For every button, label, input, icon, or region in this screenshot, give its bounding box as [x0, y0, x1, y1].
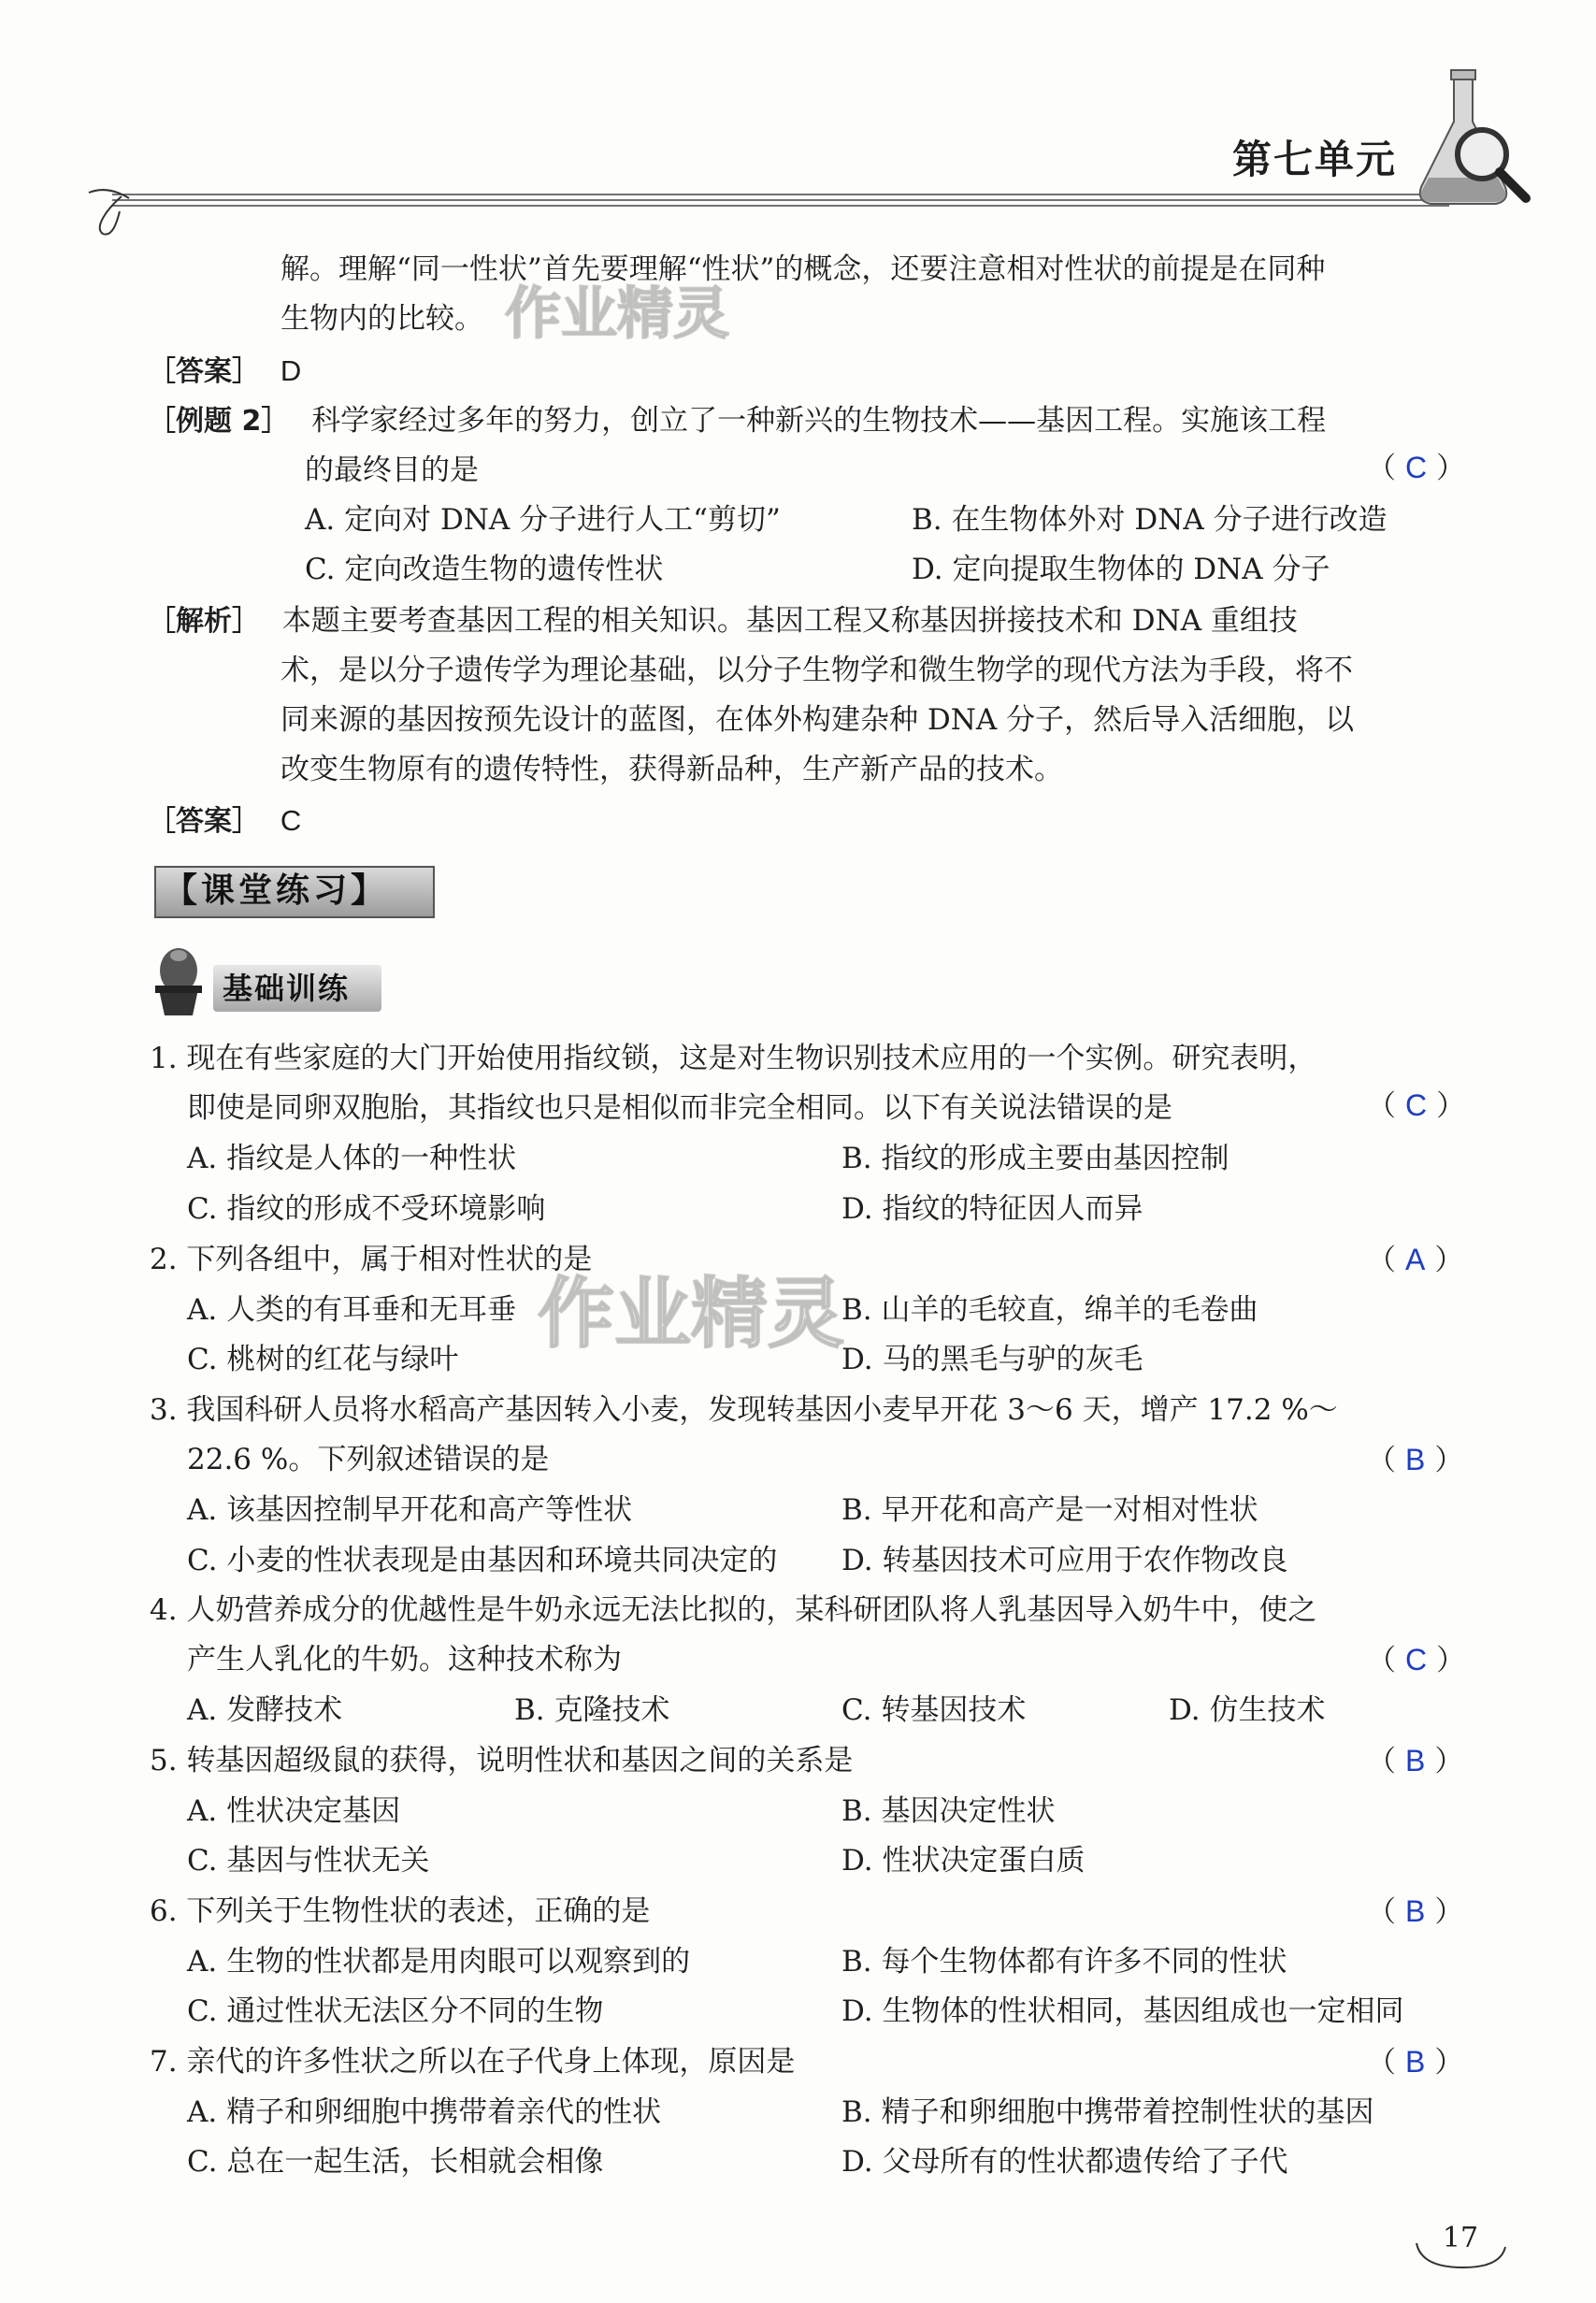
- question-3-option-c: C. 小麦的性状表现是由基因和环境共同决定的: [187, 1544, 778, 1577]
- question-3-answer-bracket: [1367, 1441, 1463, 1479]
- analysis-tag: ［解析］: [148, 605, 260, 638]
- flask-magnifier-icon: [1402, 65, 1533, 215]
- paren-close: ）: [1434, 1244, 1464, 1277]
- example2-answer: C: [1405, 451, 1428, 484]
- paren-open: （: [1367, 1444, 1396, 1477]
- question-1-option-c: C. 指纹的形成不受环境影响: [187, 1192, 546, 1226]
- analysis-line-2: 术，是以分子遗传学为理论基础，以分子生物学和微生物学的现代方法为手段，将不: [280, 654, 1353, 687]
- paren-close: ）: [1436, 1644, 1466, 1677]
- question-4-option-c: C. 转基因技术: [841, 1693, 1027, 1727]
- question-5-option-d: D. 性状决定蛋白质: [841, 1844, 1086, 1878]
- question-7-option-b: B. 精子和卵细胞中携带着控制性状的基因: [841, 2095, 1374, 2129]
- question-4-option-d: D. 仿生技术: [1169, 1693, 1326, 1727]
- example2-answer-row: [148, 802, 301, 841]
- paren-open: （: [1367, 2046, 1396, 2080]
- question-6-answer-bracket: [1367, 1893, 1463, 1931]
- example2-option-a: A. 定向对 DNA 分子进行人工“剪切”: [305, 503, 781, 537]
- paren-close: ）: [1436, 1089, 1466, 1123]
- answer-tag: ［答案］: [148, 355, 260, 388]
- question-6-option-a: A. 生物的性状都是用肉眼可以观察到的: [187, 1945, 691, 1979]
- question-4-answer-bracket: [1367, 1641, 1465, 1679]
- question-5-option-a: A. 性状决定基因: [187, 1794, 401, 1828]
- question-7-answer-bracket: [1367, 2043, 1463, 2081]
- question-5-line-1: 5. 转基因超级鼠的获得，说明性状和基因之间的关系是: [150, 1744, 854, 1778]
- example2-line-1: 科学家经过多年的努力，创立了一种新兴的生物技术——基因工程。实施该工程: [311, 404, 1327, 438]
- question-5-option-b: B. 基因决定性状: [841, 1794, 1056, 1828]
- question-6-option-d: D. 生物体的性状相同，基因组成也一定相同: [841, 1994, 1404, 2028]
- question-2-option-a: A. 人类的有耳垂和无耳垂: [187, 1293, 517, 1327]
- example2-option-c: C. 定向改造生物的遗传性状: [305, 553, 664, 586]
- answer-tag: ［答案］: [148, 805, 260, 838]
- analysis-line-4: 改变生物原有的遗传特性，获得新品种，生产新产品的技术。: [280, 753, 1063, 786]
- question-4-option-a: A. 发酵技术: [187, 1693, 343, 1727]
- example2-option-d: D. 定向提取生物体的 DNA 分子: [912, 553, 1330, 586]
- question-3-option-d: D. 转基因技术可应用于农作物改良: [841, 1544, 1288, 1577]
- paren-open: （: [1367, 1089, 1396, 1123]
- paren-close: ）: [1434, 1745, 1464, 1778]
- paren-close: ）: [1434, 1895, 1464, 1929]
- question-3-line-1: 3. 我国科研人员将水稻高产基因转入小麦，发现转基因小麦早开花 3～6 天，增产 17.2 %～: [150, 1393, 1338, 1427]
- intro-answer: D: [280, 354, 302, 387]
- cactus-icon: [150, 944, 208, 1017]
- paren-open: （: [1367, 1644, 1396, 1677]
- question-2-line-1: 2. 下列各组中，属于相对性状的是: [150, 1243, 593, 1276]
- example2-line-2: 的最终目的是: [305, 453, 479, 487]
- intro-line-1: 解。理解“同一性状”首先要理解“性状”的概念，还要注意相对性状的前提是在同种: [280, 252, 1326, 286]
- question-2-option-b: B. 山羊的毛较直，绵羊的毛卷曲: [841, 1293, 1258, 1327]
- intro-answer-row: [148, 353, 301, 391]
- section-title: 【课堂练习】: [154, 866, 435, 918]
- analysis-line-1: 本题主要考查基因工程的相关知识。基因工程又称基因拼接技术和 DNA 重组技: [281, 604, 1298, 638]
- paren-open: （: [1367, 1745, 1396, 1778]
- question-4-line-1: 4. 人奶营养成分的优越性是牛奶永远无法比拟的，某科研团队将人乳基因导入奶牛中，使之: [150, 1593, 1317, 1627]
- paren-open: （: [1367, 452, 1396, 485]
- example2-tag: ［例题 2］: [148, 405, 290, 438]
- unit-title: 第七单元: [1232, 137, 1398, 182]
- question-4-option-b: B. 克隆技术: [514, 1693, 670, 1727]
- question-1-line-2: 即使是同卵双胞胎，其指纹也只是相似而非完全相同。以下有关说法错误的是: [187, 1091, 1172, 1125]
- watermark-middle: 作业精灵: [538, 1270, 845, 1359]
- question-3-line-2: 22.6 %。下列叙述错误的是: [187, 1443, 550, 1476]
- question-5-answer-bracket: [1367, 1742, 1463, 1780]
- question-1-option-b: B. 指纹的形成主要由基因控制: [841, 1142, 1229, 1175]
- example2-final-answer: C: [280, 804, 302, 837]
- question-7-option-c: C. 总在一起生活，长相就会相像: [187, 2145, 604, 2179]
- question-1-option-a: A. 指纹是人体的一种性状: [187, 1142, 517, 1175]
- watermark-top: 作业精灵: [505, 281, 729, 347]
- question-1-line-1: 1. 现在有些家庭的大门开始使用指纹锁，这是对生物识别技术应用的一个实例。研究表明，: [150, 1042, 1317, 1075]
- paren-close: ）: [1436, 452, 1466, 485]
- question-6-line-1: 6. 下列关于生物性状的表述，正确的是: [150, 1894, 651, 1928]
- question-4-answer: C: [1405, 1643, 1428, 1677]
- question-1-answer: C: [1405, 1088, 1428, 1122]
- intro-line-2: 生物内的比较。: [280, 302, 483, 336]
- question-3-answer: B: [1405, 1443, 1426, 1476]
- example2-row-1: [148, 402, 1326, 440]
- question-2-answer-bracket: [1367, 1241, 1463, 1279]
- question-6-answer: B: [1405, 1894, 1426, 1928]
- question-4-line-2: 产生人乳化的牛奶。这种技术称为: [187, 1643, 622, 1677]
- paren-close: ）: [1434, 2046, 1464, 2080]
- question-7-option-a: A. 精子和卵细胞中携带着亲代的性状: [187, 2095, 662, 2129]
- question-7-option-d: D. 父母所有的性状都遗传给了子代: [841, 2145, 1288, 2179]
- question-5-answer: B: [1405, 1744, 1426, 1778]
- question-7-line-1: 7. 亲代的许多性状之所以在子代身上体现，原因是: [150, 2045, 796, 2079]
- question-5-option-c: C. 基因与性状无关: [187, 1844, 430, 1878]
- paren-close: ）: [1434, 1444, 1464, 1477]
- example2-answer-bracket: [1367, 449, 1465, 487]
- question-3-option-b: B. 早开花和高产是一对相对性状: [841, 1493, 1258, 1527]
- paren-open: （: [1367, 1244, 1396, 1277]
- paren-open: （: [1367, 1895, 1396, 1929]
- question-6-option-b: B. 每个生物体都有许多不同的性状: [841, 1945, 1287, 1979]
- example2-option-b: B. 在生物体外对 DNA 分子进行改造: [912, 503, 1388, 537]
- analysis-line-3: 同来源的基因按预先设计的蓝图，在体外构建杂种 DNA 分子，然后导入活细胞，以: [280, 703, 1355, 737]
- question-6-option-c: C. 通过性状无法区分不同的生物: [187, 1994, 604, 2028]
- question-2-option-d: D. 马的黑毛与驴的灰毛: [841, 1343, 1143, 1376]
- page-number: 17: [1442, 2222, 1479, 2254]
- question-2-answer: A: [1405, 1243, 1426, 1276]
- analysis-row-1: [148, 602, 1298, 641]
- section-subtitle: 基础训练: [213, 965, 381, 1012]
- question-1-answer-bracket: [1367, 1087, 1465, 1125]
- header-rule-lines: [84, 176, 1543, 241]
- question-2-option-c: C. 桃树的红花与绿叶: [187, 1343, 459, 1376]
- question-1-option-d: D. 指纹的特征因人而异: [841, 1192, 1143, 1226]
- question-3-option-a: A. 该基因控制早开花和高产等性状: [187, 1493, 633, 1527]
- question-7-answer: B: [1405, 2045, 1426, 2079]
